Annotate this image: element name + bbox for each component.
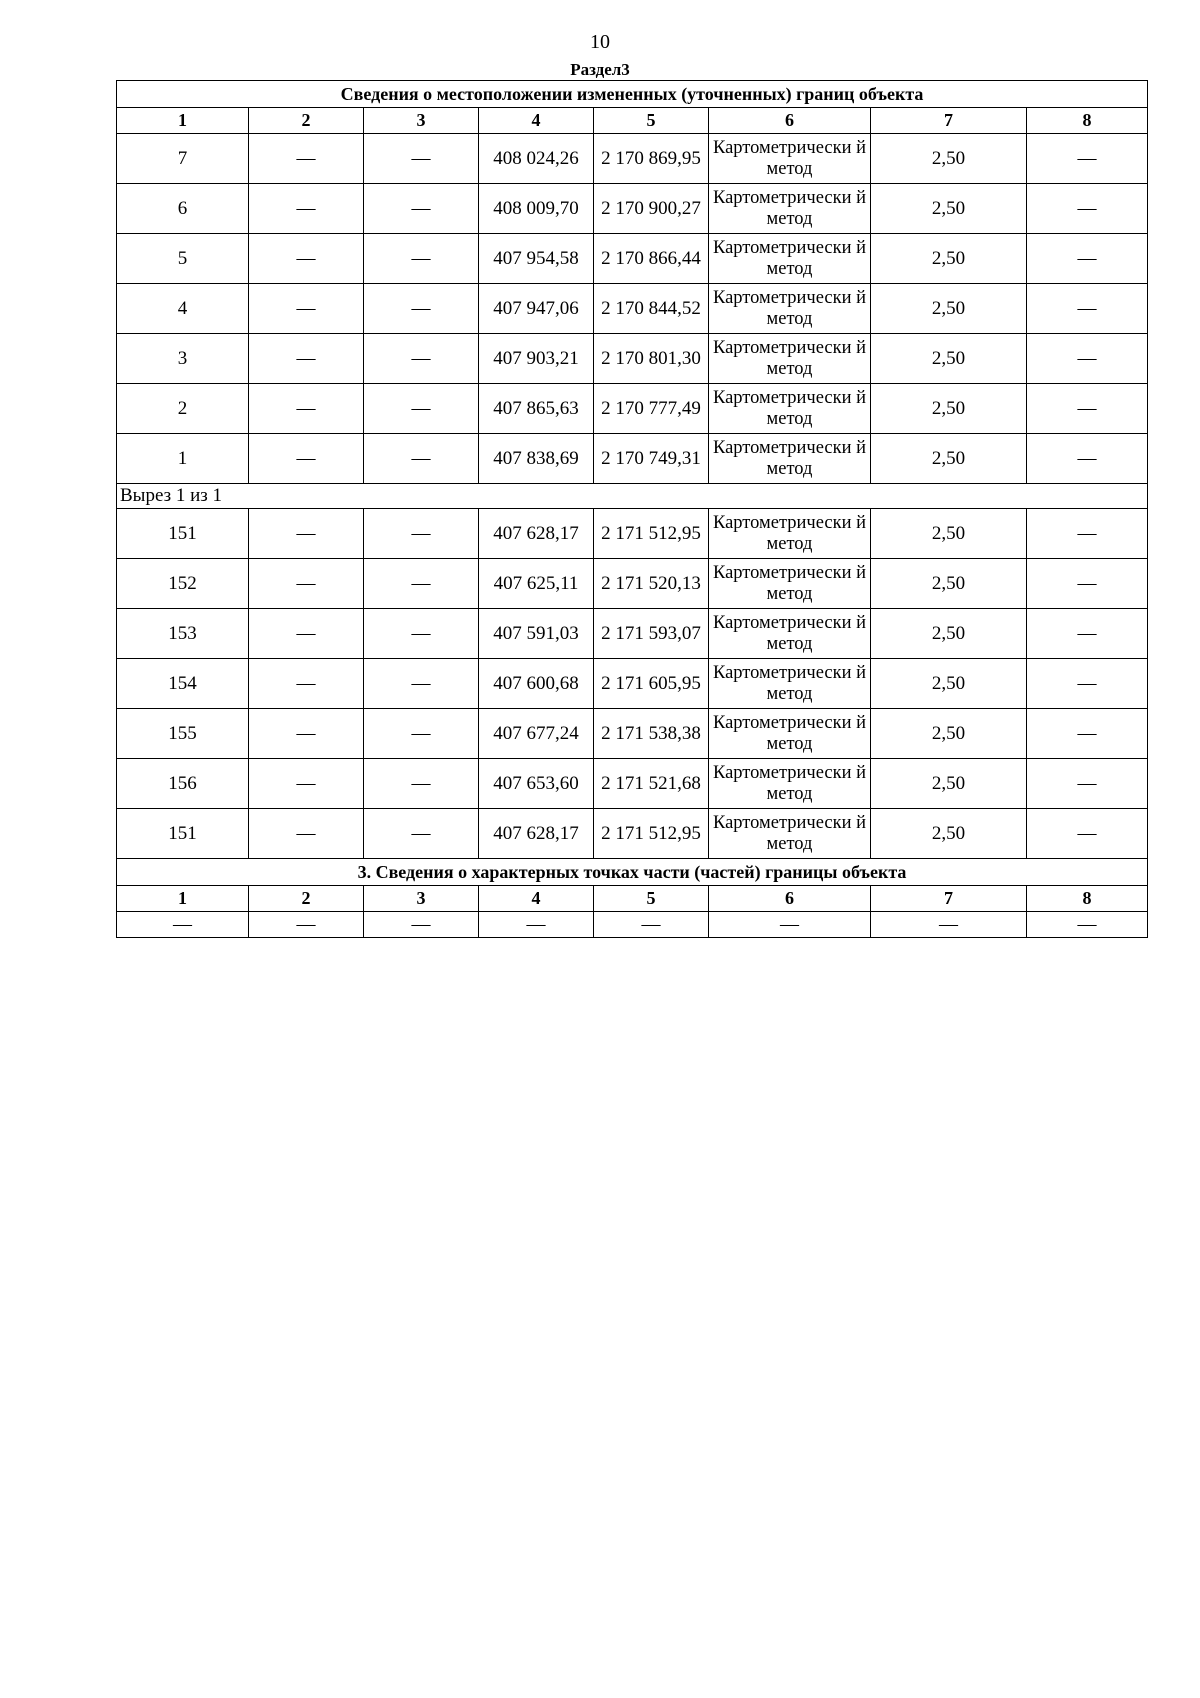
table-cell-col-5: 2 170 844,52 <box>594 284 709 334</box>
table-cell-col-8: — <box>1027 184 1148 234</box>
table-cell-col-6: Картометрически й метод <box>709 759 871 809</box>
column-header-4: 4 <box>479 108 594 134</box>
table-cell-col-6: Картометрически й метод <box>709 659 871 709</box>
table-cell-col-1: 155 <box>117 709 249 759</box>
table-cell-col-7: 2,50 <box>871 809 1027 859</box>
table-cell-col-4: 408 009,70 <box>479 184 594 234</box>
table-cell-col-1: 156 <box>117 759 249 809</box>
table-cell-col-3: — <box>364 709 479 759</box>
table-cell-col-1: 151 <box>117 509 249 559</box>
table-cell-col-5: 2 170 866,44 <box>594 234 709 284</box>
table-cell-col-3: — <box>364 609 479 659</box>
table-cell-col-4: 407 628,17 <box>479 809 594 859</box>
table-cell-col-5: 2 170 777,49 <box>594 384 709 434</box>
table-cell-col-2: — <box>249 809 364 859</box>
table-cell-col-1: 4 <box>117 284 249 334</box>
section3-title: 3. Сведения о характерных точках части (частей) границы объекта <box>117 859 1148 886</box>
table-cell-col-5: 2 171 512,95 <box>594 509 709 559</box>
table-cell-col-2: — <box>249 134 364 184</box>
table-cell-col-7: 2,50 <box>871 284 1027 334</box>
table-cell-col-6: Картометрически й метод <box>709 334 871 384</box>
table-cell-col-3: — <box>364 759 479 809</box>
table-title-row <box>117 81 1148 108</box>
table-cell-col-6: Картометрически й метод <box>709 234 871 284</box>
table-cell-col-7: 2,50 <box>871 434 1027 484</box>
table-cell-col-6: Картометрически й метод <box>709 509 871 559</box>
table-cell-col-5: 2 171 593,07 <box>594 609 709 659</box>
table-cell-col-8: — <box>1027 334 1148 384</box>
table-cell-col-3: — <box>364 284 479 334</box>
table-cell-col-2: — <box>249 559 364 609</box>
table-cell-col-8: — <box>1027 559 1148 609</box>
column-header-7: 7 <box>871 886 1027 912</box>
table-cell-col-5: 2 170 869,95 <box>594 134 709 184</box>
table-cell-col-7: 2,50 <box>871 234 1027 284</box>
table-cell-col-2: — <box>249 234 364 284</box>
table-cell-col-1: 154 <box>117 659 249 709</box>
table-row <box>117 134 1148 184</box>
table-row <box>117 509 1148 559</box>
table-cell-col-8: — <box>1027 759 1148 809</box>
column-header-2: 2 <box>249 886 364 912</box>
column-header-8: 8 <box>1027 108 1148 134</box>
table-cell-col-1: 152 <box>117 559 249 609</box>
table-cell-col-2: — <box>249 334 364 384</box>
table-cell-col-1: 1 <box>117 434 249 484</box>
table-cell-col-2: — <box>249 759 364 809</box>
column-header-6: 6 <box>709 108 871 134</box>
table-cell-col-1: 2 <box>117 384 249 434</box>
table-cell-col-7: — <box>871 912 1027 938</box>
page-number: 10 <box>590 31 610 53</box>
table-cell-col-4: 407 600,68 <box>479 659 594 709</box>
table-cell-col-3: — <box>364 384 479 434</box>
table-cell-col-5: 2 170 749,31 <box>594 434 709 484</box>
table-cell-col-6: Картометрически й метод <box>709 609 871 659</box>
table-cell-col-6: Картометрически й метод <box>709 384 871 434</box>
column-header-2: 2 <box>249 108 364 134</box>
table-cell-col-1: 151 <box>117 809 249 859</box>
table-cell-col-7: 2,50 <box>871 134 1027 184</box>
column-header-5: 5 <box>594 108 709 134</box>
table-cell-col-2: — <box>249 184 364 234</box>
table-cell-col-7: 2,50 <box>871 709 1027 759</box>
table-row <box>117 434 1148 484</box>
table-cell-col-6: Картометрически й метод <box>709 134 871 184</box>
table-row <box>117 559 1148 609</box>
table-row <box>117 659 1148 709</box>
table-cell-col-2: — <box>249 709 364 759</box>
table-row <box>117 609 1148 659</box>
column-header-8: 8 <box>1027 886 1148 912</box>
table-row <box>117 759 1148 809</box>
table-cell-col-6: — <box>709 912 871 938</box>
table-header-row <box>117 108 1148 134</box>
table-cell-col-1: 6 <box>117 184 249 234</box>
cutout-subheading: Вырез 1 из 1 <box>117 484 1148 509</box>
column-header-4: 4 <box>479 886 594 912</box>
table-cell-col-5: 2 171 538,38 <box>594 709 709 759</box>
table-cell-col-1: 153 <box>117 609 249 659</box>
cutout-subheading-row <box>117 484 1148 509</box>
table-cell-col-4: 407 903,21 <box>479 334 594 384</box>
table-cell-col-5: 2 171 521,68 <box>594 759 709 809</box>
table-cell-col-7: 2,50 <box>871 759 1027 809</box>
table-cell-col-5: 2 170 900,27 <box>594 184 709 234</box>
table-row <box>117 334 1148 384</box>
table-cell-col-8: — <box>1027 384 1148 434</box>
table-cell-col-8: — <box>1027 709 1148 759</box>
column-header-3: 3 <box>364 886 479 912</box>
table-cell-col-7: 2,50 <box>871 184 1027 234</box>
table-cell-col-1: 7 <box>117 134 249 184</box>
section-title: Раздел3 <box>570 60 630 79</box>
table-cell-col-4: 407 628,17 <box>479 509 594 559</box>
table-cell-col-2: — <box>249 659 364 709</box>
table-cell-col-3: — <box>364 434 479 484</box>
table-cell-col-2: — <box>249 912 364 938</box>
table-cell-col-6: Картометрически й метод <box>709 184 871 234</box>
table-cell-col-1: 3 <box>117 334 249 384</box>
table-cell-col-8: — <box>1027 234 1148 284</box>
column-header-5: 5 <box>594 886 709 912</box>
table-cell-col-4: 408 024,26 <box>479 134 594 184</box>
table-cell-col-7: 2,50 <box>871 609 1027 659</box>
table-cell-col-3: — <box>364 334 479 384</box>
table-cell-col-8: — <box>1027 809 1148 859</box>
table-cell-col-2: — <box>249 384 364 434</box>
table-cell-col-4: 407 838,69 <box>479 434 594 484</box>
table-cell-col-7: 2,50 <box>871 334 1027 384</box>
table-cell-col-4: 407 947,06 <box>479 284 594 334</box>
column-header-6: 6 <box>709 886 871 912</box>
table-cell-col-8: — <box>1027 609 1148 659</box>
table-cell-col-5: 2 171 520,13 <box>594 559 709 609</box>
table-cell-col-3: — <box>364 234 479 284</box>
table-cell-col-7: 2,50 <box>871 659 1027 709</box>
table-row <box>117 709 1148 759</box>
table-cell-col-7: 2,50 <box>871 509 1027 559</box>
table-cell-col-4: 407 865,63 <box>479 384 594 434</box>
table-cell-col-1: 5 <box>117 234 249 284</box>
section3-title-row <box>117 859 1148 886</box>
table-cell-col-2: — <box>249 284 364 334</box>
table-cell-col-6: Картометрически й метод <box>709 709 871 759</box>
column-header-1: 1 <box>117 886 249 912</box>
table-cell-col-3: — <box>364 659 479 709</box>
table-row <box>117 234 1148 284</box>
table-cell-col-4: 407 591,03 <box>479 609 594 659</box>
table-cell-col-3: — <box>364 809 479 859</box>
column-header-3: 3 <box>364 108 479 134</box>
table-cell-col-6: Картометрически й метод <box>709 809 871 859</box>
table-cell-col-1: — <box>117 912 249 938</box>
table-cell-col-3: — <box>364 912 479 938</box>
table-body <box>117 81 1148 938</box>
table-cell-col-2: — <box>249 609 364 659</box>
table-row <box>117 384 1148 434</box>
table-cell-col-8: — <box>1027 912 1148 938</box>
table-cell-col-5: 2 171 605,95 <box>594 659 709 709</box>
table-row <box>117 284 1148 334</box>
table-cell-col-6: Картометрически й метод <box>709 559 871 609</box>
table-cell-col-4: 407 954,58 <box>479 234 594 284</box>
table-cell-col-5: — <box>594 912 709 938</box>
table-cell-col-8: — <box>1027 509 1148 559</box>
table-cell-col-4: 407 653,60 <box>479 759 594 809</box>
table-row <box>117 809 1148 859</box>
table-cell-col-8: — <box>1027 659 1148 709</box>
table-cell-col-3: — <box>364 184 479 234</box>
boundary-table <box>116 80 1148 938</box>
section3-header-row <box>117 886 1148 912</box>
table-cell-col-7: 2,50 <box>871 559 1027 609</box>
table-cell-col-3: — <box>364 559 479 609</box>
table-cell-col-7: 2,50 <box>871 384 1027 434</box>
table-cell-col-5: 2 170 801,30 <box>594 334 709 384</box>
table-cell-col-4: — <box>479 912 594 938</box>
table-cell-col-6: Картометрически й метод <box>709 284 871 334</box>
table-cell-col-6: Картометрически й метод <box>709 434 871 484</box>
table-cell-col-8: — <box>1027 434 1148 484</box>
table-cell-col-8: — <box>1027 284 1148 334</box>
column-header-7: 7 <box>871 108 1027 134</box>
section3-row <box>117 912 1148 938</box>
table-cell-col-3: — <box>364 134 479 184</box>
table-cell-col-4: 407 677,24 <box>479 709 594 759</box>
table-cell-col-4: 407 625,11 <box>479 559 594 609</box>
table-cell-col-2: — <box>249 434 364 484</box>
table-title: Сведения о местоположении измененных (уточненных) границ объекта <box>117 81 1148 108</box>
table-cell-col-8: — <box>1027 134 1148 184</box>
table-cell-col-2: — <box>249 509 364 559</box>
column-header-1: 1 <box>117 108 249 134</box>
table-cell-col-5: 2 171 512,95 <box>594 809 709 859</box>
table-row <box>117 184 1148 234</box>
table-cell-col-3: — <box>364 509 479 559</box>
